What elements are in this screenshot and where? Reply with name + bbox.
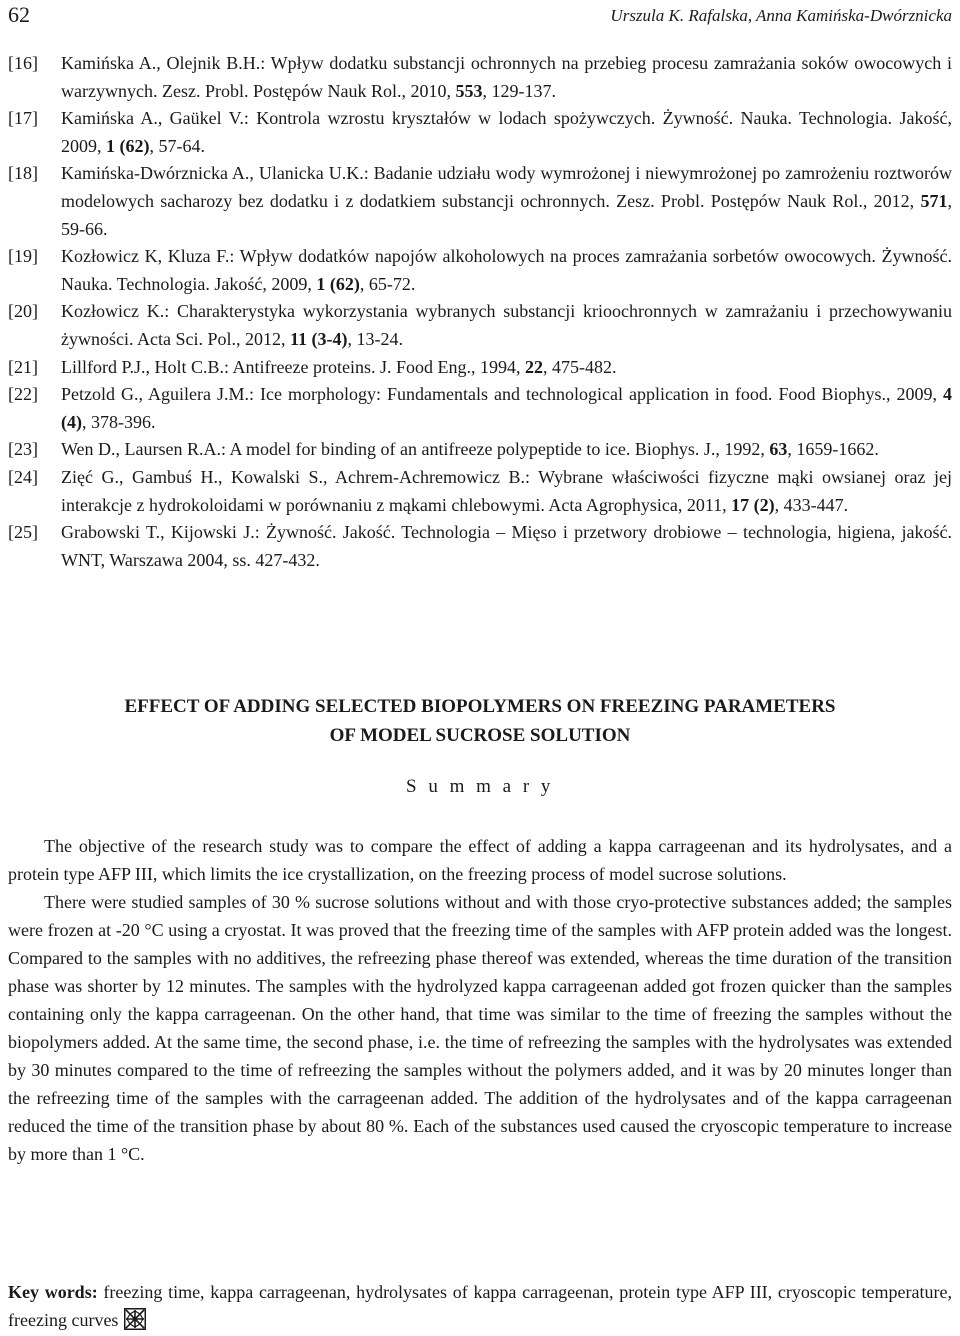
keywords xyxy=(8,1278,952,1334)
reference-number: [24] xyxy=(8,466,38,487)
reference-text: Wen D., Laursen R.A.: A model for binding of an antifreeze polypeptide to ice. Biophys. J., 1992, 63, 1659-1662. xyxy=(61,439,879,460)
reference-number: [20] xyxy=(8,301,38,322)
reference-item xyxy=(8,105,952,160)
reference-number: [19] xyxy=(8,246,38,267)
reference-text: Zięć G., Gambuś H., Kowalski S., Achrem-Achremowicz B.: Wybrane właściwości fizyczne mąki owsianej oraz jej interakcje z hydrokoloidami w porównaniu z mąkami chlebowymi. Acta Agrophysica, 2011, 17 (2), 433-447. xyxy=(61,466,952,515)
reference-number: [22] xyxy=(8,384,38,405)
reference-number: [23] xyxy=(8,439,38,460)
page-number: 62 xyxy=(8,2,30,27)
reference-item xyxy=(8,519,952,574)
reference-item xyxy=(8,436,952,464)
reference-text: Kamińska-Dwórznicka A., Ulanicka U.K.: Badanie udziału wody wymrożonej i niewymrożonej po zamrożeniu roztworów modelowych sacharozy bez dodatku i z dodatkiem substancji ochronnych. Zesz. Probl. Postępów Nauk Rol., 2012, 571, 59-66. xyxy=(61,163,952,239)
keywords-label: Key words: xyxy=(8,1282,98,1302)
abstract-paragraph: There were studied samples of 30 % sucrose solutions without and with those cryo-protective substances added; the samples were frozen at -20 °C using a cryostat. It was proved that the freezing time of the samples with AFP protein added was the longest. Compared to the samples with no additives, the refreezing phase thereof was extended, whereas the time duration of the transition phase was shorter by 12 minutes. The samples with the hydrolyzed kappa carrageenan added got frozen quicker than the samples containing only the kappa carrageenan. On the other hand, that time was similar to the time of freezing the samples without the biopolymers added. At the same time, the second phase, i.e. the time of refreezing the samples with the hydrolysates was extended by 30 minutes compared to the time of refreezing the samples without the polymers added, and it was by 20 minutes longer than the refreezing time of the samples with the carrageenan added. The addition of the hydrolysates and of the kappa carrageenan reduced the time of the transition phase by about 80 %. Each of the substances used caused the cryoscopic temperature to increase by more than 1 °C. xyxy=(8,892,952,1164)
abstract-body xyxy=(8,832,952,1168)
reference-item xyxy=(8,160,952,243)
abstract-paragraph: The objective of the research study was to compare the effect of adding a kappa carrageenan and its hydrolysates, and a protein type AFP III, which limits the ice crystallization, on the freezing process of model sucrose solutions. xyxy=(8,836,952,884)
reference-item xyxy=(8,354,952,382)
reference-list xyxy=(8,50,952,574)
reference-text: Petzold G., Aguilera J.M.: Ice morphology: Fundamentals and technological application in food. Food Biophys., 2009, 4 (4), 378-396. xyxy=(61,384,952,432)
english-title-line: EFFECT OF ADDING SELECTED BIOPOLYMERS ON FREEZING PARAMETERS xyxy=(124,696,836,717)
page-header xyxy=(8,2,952,32)
reference-item xyxy=(8,381,952,436)
reference-text: Kamińska A., Gaükel V.: Kontrola wzrostu kryształów w lodach spożywczych. Żywność. Nauka. Technologia. Jakość, 2009, 1 (62), 57-64. xyxy=(61,108,952,156)
english-title-line: OF MODEL SUCROSE SOLUTION xyxy=(329,725,631,746)
reference-number: [17] xyxy=(8,108,38,129)
reference-text: Kamińska A., Olejnik B.H.: Wpływ dodatku substancji ochronnych na przebieg procesu zamrażania soków owocowych i warzywnych. Zesz. Probl. Postępów Nauk Rol., 2010, 553, 129-137. xyxy=(61,53,952,101)
reference-text: Lillford P.J., Holt C.B.: Antifreeze proteins. J. Food Eng., 1994, 22, 475-482. xyxy=(61,356,617,377)
running-head-authors: Urszula K. Rafalska, Anna Kamińska-Dwórznicka xyxy=(610,6,952,25)
english-title xyxy=(8,692,952,750)
summary-heading: S u m m a r y xyxy=(406,776,554,797)
reference-number: [16] xyxy=(8,53,38,73)
reference-item xyxy=(8,298,952,353)
publisher-mark-icon xyxy=(124,1308,146,1330)
reference-item xyxy=(8,464,952,519)
keywords-text: freezing time, kappa carrageenan, hydrolysates of kappa carrageenan, protein type AFP III, cryoscopic temperature, freezing curves xyxy=(8,1282,952,1330)
reference-item xyxy=(8,243,952,298)
reference-number: [21] xyxy=(8,356,38,377)
reference-number: [25] xyxy=(8,522,38,543)
reference-text: Grabowski T., Kijowski J.: Żywność. Jakość. Technologia – Mięso i przetwory drobiowe – technologia, higiena, jakość. WNT, Warszawa 2004, ss. 427-432. xyxy=(61,522,952,570)
reference-text: Kozłowicz K.: Charakterystyka wykorzystania wybranych substancji krioochronnych w zamrażaniu i przechowywaniu żywności. Acta Sci. Pol., 2012, 11 (3-4), 13-24. xyxy=(61,301,952,349)
reference-number: [18] xyxy=(8,163,38,184)
reference-text: Kozłowicz K, Kluza F.: Wpływ dodatków napojów alkoholowych na proces zamrażania sorbetów owocowych. Żywność. Nauka. Technologia. Jakość, 2009, 1 (62), 65-72. xyxy=(61,246,952,294)
reference-item xyxy=(8,50,952,105)
